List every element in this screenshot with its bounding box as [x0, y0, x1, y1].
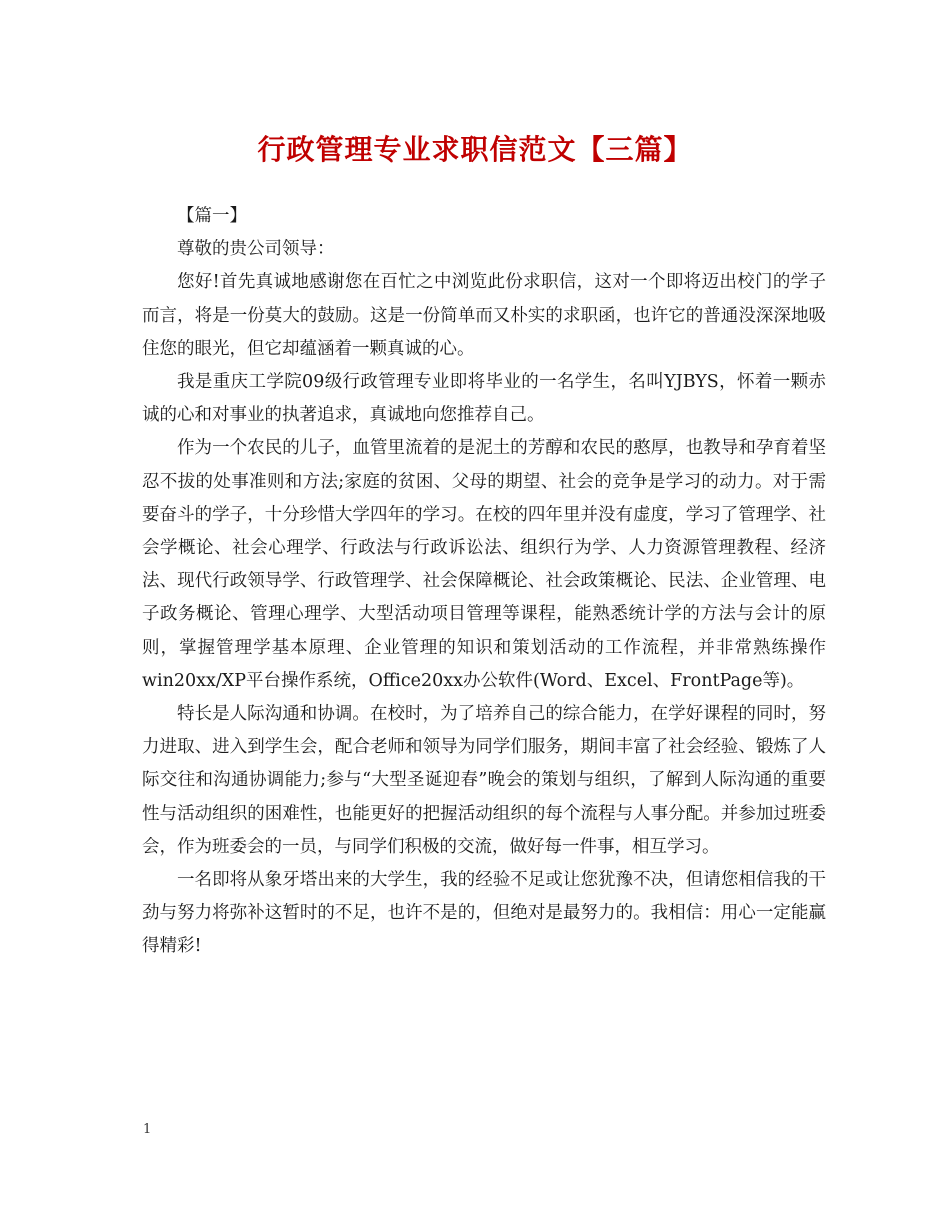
document-title: 行政管理专业求职信范文【三篇】 — [257, 133, 693, 166]
paragraph-introduction: 我是重庆工学院09级行政管理专业即将毕业的一名学生，名叫YJBYS，怀着一颗赤诚的心和对事业的执著追求，真诚地向您推荐自己。 — [142, 372, 826, 426]
paragraph-greeting: 您好!首先真诚地感谢您在百忙之中浏览此份求职信，这对一个即将迈出校门的学子而言，将是一份莫大的鼓励。这是一份简单而又朴实的求职函，也许它的普通没深深地吸住您的眼光，但它却蕴涵着一颗真诚的心。 — [142, 272, 826, 359]
salutation: 尊敬的贵公司领导： — [177, 239, 335, 260]
paragraph-closing: 一名即将从象牙塔出来的大学生，我的经验不足或让您犹豫不决，但请您相信我的干劲与努力将弥补这暂时的不足，也许不是的，但绝对是最努力的。我相信：用心一定能赢得精彩! — [142, 870, 826, 957]
section-heading: 【篇一】 — [177, 206, 247, 226]
document-body — [142, 200, 826, 964]
paragraph-background: 作为一个农民的儿子，血管里流着的是泥土的芳醇和农民的憨厚，也教导和孕育着坚忍不拔的处事准则和方法;家庭的贫困、父母的期望、社会的竞争是学习的动力。对于需要奋斗的学子，十分珍惜大学四年的学习。在校的四年里并没有虚度，学习了管理学、社会学概论、社会心理学、行政法与行政诉讼法、组织行为学、人力资源管理教程、经济法、现代行政领导学、行政管理学、社会保障概论、社会政策概论、民法、企业管理、电子政务概论、管理心理学、大型活动项目管理等课程，能熟悉统计学的方法与会计的原则，掌握管理学基本原理、企业管理的知识和策划活动的工作流程，并非常熟练操作win20xx/XP平台操作系统，Office20xx办公软件(Word、Excel、FrontPage等)。 — [142, 438, 826, 691]
page-number: 1 — [143, 1122, 152, 1137]
paragraph-strengths: 特长是人际沟通和协调。在校时，为了培养自己的综合能力，在学好课程的同时，努力进取、进入到学生会，配合老师和领导为同学们服务，期间丰富了社会经验、锻炼了人际交往和沟通协调能力;参与“大型圣诞迎春”晚会的策划与组织，了解到人际沟通的重要性与活动组织的困难性，也能更好的把握活动组织的每个流程与人事分配。并参加过班委会，作为班委会的一员，与同学们积极的交流，做好每一件事，相互学习。 — [142, 704, 826, 857]
